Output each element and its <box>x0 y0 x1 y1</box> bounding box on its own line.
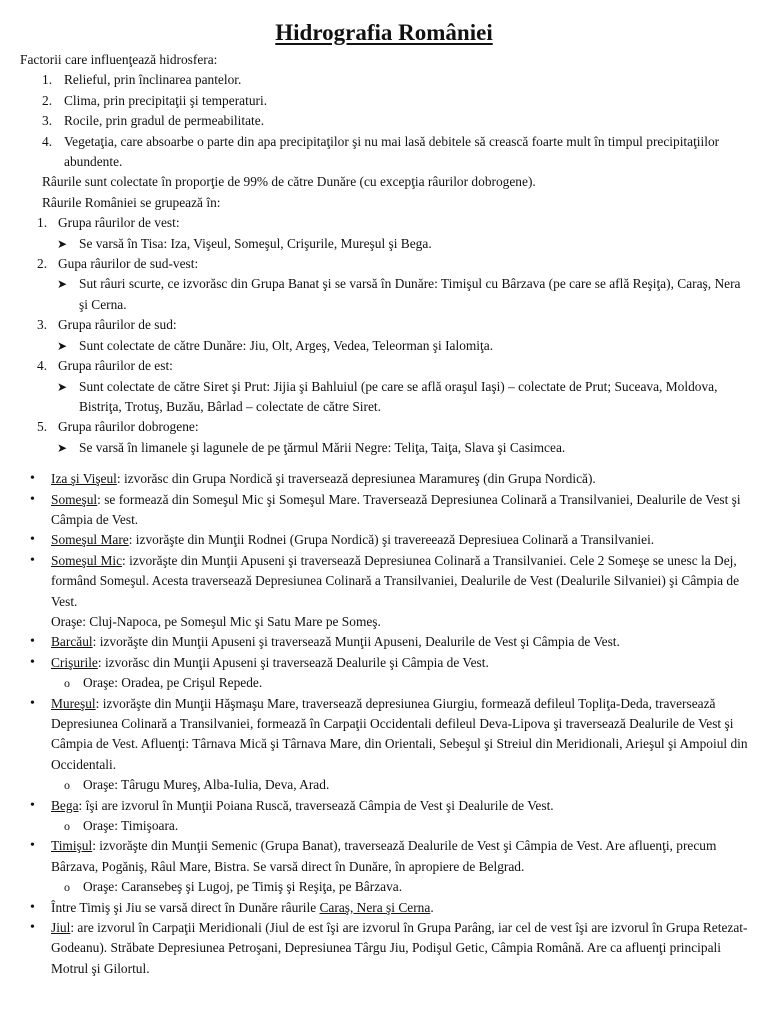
detail-text: Sut râuri scurte, ce izvorăsc din Grupa Banat şi se varsă în Dunăre: Timişul cu Bârzava (pe care se află Reşiţa), Caraş, Nera şi Cerna. <box>79 276 741 312</box>
item-number: 2. <box>37 256 48 272</box>
item-text: Relieful, prin înclinarea pantelor. <box>64 72 242 88</box>
rivers-list <box>20 469 748 979</box>
page-title: Hidrografia României <box>275 20 493 45</box>
paragraph-collection: Râurile sunt colectate în proporţie de 99% de către Dunăre (cu excepţia râurilor dobrogene). <box>42 174 536 190</box>
circle-bullet-icon: o <box>64 676 70 691</box>
group-item <box>20 213 748 254</box>
bullet-icon: • <box>30 920 35 936</box>
river-name: Caraş, Nera şi Cerna <box>319 899 431 915</box>
detail-text: Se varsă în Tisa: Iza, Vişeul, Someşul, Crişurile, Mureşul şi Bega. <box>79 235 432 251</box>
group-name: Grupa râurilor de sud: <box>58 317 177 333</box>
sub-text: Oraşe: Târugu Mureş, Alba-Iulia, Deva, Arad. <box>83 777 330 793</box>
group-heading <box>20 254 748 274</box>
bullet-icon: • <box>30 838 35 854</box>
item-number: 4. <box>37 358 48 374</box>
detail-text: Sunt colectate de către Siret şi Prut: Jijia şi Bahluiul (pe care se află oraşul Iaşi) – colectate de Prut; Suceava, Moldova, Bistriţa, Trotuş, Buzău, Bârlad – colectate de către Siret. <box>79 378 718 414</box>
group-heading <box>20 213 748 233</box>
bullet-icon: • <box>30 552 35 568</box>
river-name: Mureşul <box>51 695 96 711</box>
circle-bullet-icon: o <box>64 880 70 895</box>
list-item <box>20 91 748 111</box>
item-number: 5. <box>37 419 48 435</box>
groups-list <box>20 213 748 458</box>
circle-bullet-icon: o <box>64 778 70 793</box>
sub-list-item <box>20 816 748 836</box>
bullet-icon: • <box>30 491 35 507</box>
river-name: Crişurile <box>51 654 98 670</box>
river-text: : izvorăsc din Munţii Apuseni şi traversează Dealurile şi Câmpia de Vest. <box>97 654 489 670</box>
group-detail <box>20 234 748 254</box>
river-name: Jiul <box>51 920 71 936</box>
arrow-bullet-icon: ➤ <box>57 236 68 251</box>
list-item <box>20 836 748 877</box>
river-text: : izvorăşte din Munţii Semenic (Grupa Banat), traversează Dealurile de Vest şi Câmpia de Vest. Are afluenţi, precum Bârzava, Pogăniş, Râul Mare, Bistra. Se varsă direct în Dunăre, în apropiere de Belgrad. <box>51 838 717 874</box>
sub-text: Oraşe: Oradea, pe Crişul Repede. <box>83 675 263 691</box>
river-name: Someşul <box>51 491 98 507</box>
list-item <box>20 796 748 816</box>
item-number: 2. <box>42 92 53 108</box>
item-number: 3. <box>37 317 48 333</box>
arrow-bullet-icon: ➤ <box>57 379 68 394</box>
sub-text: Oraşe: Caransebeş şi Lugoj, pe Timiş şi Reşiţa, pe Bârzava. <box>83 879 403 895</box>
river-text: : îşi are izvorul în Munţii Poiana Ruscă, traversează Câmpia de Vest şi Dealurile de Vest. <box>78 797 554 813</box>
list-item <box>20 551 748 612</box>
sub-list-item <box>20 877 748 897</box>
group-item <box>20 356 748 417</box>
river-text: : izvorăşte din Munţii Apuseni şi traversează Munţii Apuseni, Dealurile de Vest şi Câmpia de Vest. <box>92 634 620 650</box>
group-name: Grupa râurilor de est: <box>58 358 173 374</box>
list-item <box>20 694 748 776</box>
bullet-icon: • <box>30 634 35 650</box>
list-item <box>20 111 748 131</box>
sub-list-item <box>20 673 748 693</box>
river-text: : izvorăşte din Munţii Hăşmaşu Mare, traversează depresiunea Giurgiu, formează defileul Topliţa-Deda, traversează Depresiunea Colinară a Transilvaniei, formează în Carpaţii Occidentali defileul Deva-Lipova şi traversează Dealurile de Vest şi Câmpia de Vest. Afluenţi: Târnava Mică şi Târnava Mare, din Orientali, Sebeşul şi Streiul din Meridionali, Arieşul şi Ampoiul din Occidentali. <box>51 695 748 772</box>
group-detail <box>20 377 748 418</box>
river-name: Timişul <box>51 838 93 854</box>
factors-list <box>20 70 748 172</box>
circle-bullet-icon: o <box>64 819 70 834</box>
item-number: 4. <box>42 133 53 149</box>
river-prefix: Între Timiş şi Jiu se varsă direct în Dunăre râurile <box>51 899 320 915</box>
river-text: : are izvorul în Carpaţii Meridionali (Jiul de est îşi are izvorul în Grupa Parâng, iar cel de vest îşi are izvorul în Grupa Retezat-Godeanu). Străbate Depresiunea Petroşani, Depresiunea Târgu Jiu, Podişul Getic, Câmpia Română. Are ca afluenţi principali Motrul şi Gilortul. <box>51 920 748 976</box>
list-item <box>20 653 748 673</box>
list-item <box>20 132 748 173</box>
group-heading <box>20 315 748 335</box>
list-item <box>20 490 748 531</box>
arrow-bullet-icon: ➤ <box>57 440 68 455</box>
arrow-bullet-icon: ➤ <box>57 277 68 292</box>
item-text: Clima, prin precipitaţii şi temperaturi. <box>64 92 268 108</box>
bullet-icon: • <box>30 797 35 813</box>
bullet-icon: • <box>30 471 35 487</box>
item-text: Vegetaţia, care absoarbe o parte din apa precipitaţilor şi nu mai lasă debitele să crească foarte mult în timpul precipitaţiilor abundente. <box>64 133 720 170</box>
list-item <box>20 918 748 979</box>
sub-list-item <box>20 775 748 795</box>
river-name: Barcăul <box>51 634 93 650</box>
item-number: 1. <box>42 72 53 88</box>
continuation-text: Oraşe: Cluj-Napoca, pe Someşul Mic şi Satu Mare pe Someş. <box>51 613 381 629</box>
item-text: Rocile, prin gradul de permeabilitate. <box>64 113 265 129</box>
group-name: Gupa râurilor de sud-vest: <box>58 256 199 272</box>
bullet-icon: • <box>30 899 35 915</box>
river-text: : izvorăşte din Munţii Apuseni şi traversează Depresiunea Colinară a Transilvaniei. Cele 2 Someşe se unesc la Dej, formând Someşul. Acesta traversează Depresiunea Colinară a Transilvaniei, Dealurile de Vest (Dealurile Silvaniei) şi Câmpia de Vest. <box>51 552 740 609</box>
river-text: : izvorăsc din Grupa Nordică şi traversează depresiunea Maramureş (din Grupa Nordică). <box>116 471 596 487</box>
river-text: . <box>430 899 434 915</box>
group-name: Grupa râurilor de vest: <box>58 215 180 231</box>
paragraph-groups: Râurile României se grupează în: <box>42 194 221 210</box>
group-heading <box>20 356 748 376</box>
list-item <box>20 632 748 652</box>
bullet-icon: • <box>30 654 35 670</box>
detail-text: Se varsă în limanele şi lagunele de pe ţărmul Mării Negre: Teliţa, Taiţa, Slava şi Casimcea. <box>79 439 566 455</box>
group-item <box>20 254 748 315</box>
bullet-icon: • <box>30 532 35 548</box>
item-number: 3. <box>42 113 53 129</box>
river-name: Bega <box>51 797 79 813</box>
arrow-bullet-icon: ➤ <box>57 338 68 353</box>
list-item <box>20 70 748 90</box>
group-name: Grupa râurilor dobrogene: <box>58 419 199 435</box>
group-heading <box>20 417 748 437</box>
intro-text: Factorii care influenţează hidrosfera: <box>20 52 218 67</box>
sub-text: Oraşe: Timişoara. <box>83 818 179 834</box>
group-detail <box>20 438 748 458</box>
river-text: : izvorăşte din Munţii Rodnei (Grupa Nordică) şi travereează Depresiuea Colinară a Transilvaniei. <box>128 532 655 548</box>
list-item <box>20 469 748 489</box>
group-item <box>20 417 748 458</box>
bullet-icon: • <box>30 695 35 711</box>
item-number: 1. <box>37 215 48 231</box>
group-detail <box>20 336 748 356</box>
river-name: Iza şi Vişeul <box>51 471 117 487</box>
group-item <box>20 315 748 356</box>
list-item <box>20 898 748 918</box>
detail-text: Sunt colectate de către Dunăre: Jiu, Olt, Argeş, Vedea, Teleorman şi Ialomiţa. <box>79 337 494 353</box>
river-name: Someşul Mare <box>51 532 129 548</box>
river-name: Someşul Mic <box>51 552 123 568</box>
river-text: : se formează din Someşul Mic şi Someşul Mare. Traversează Depresiunea Colinară a Transilvaniei, Dealurile de Vest şi Câmpia de Vest. <box>51 491 741 527</box>
list-item <box>20 530 748 550</box>
group-detail <box>20 274 748 315</box>
